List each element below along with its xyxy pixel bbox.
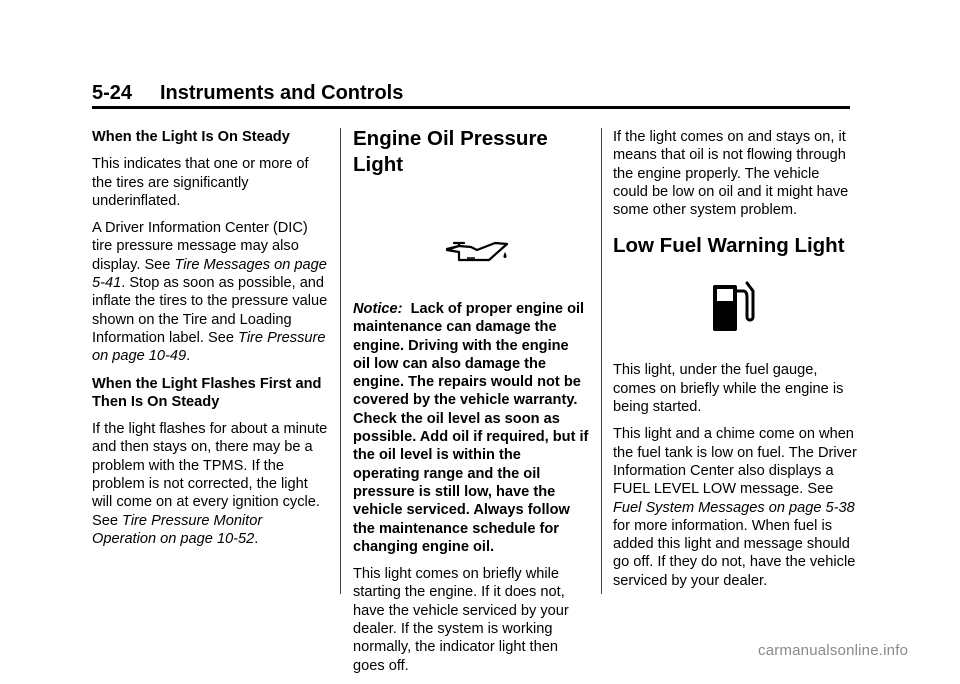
page-header — [92, 82, 850, 104]
text-run: . — [254, 530, 259, 547]
paragraph: This light, under the fuel gauge, comes on briefly while the engine is being started. — [613, 362, 844, 416]
text-run: for more information. When fuel is added this light and message should go off. If they do not, have the vehicle serviced by your dealer. — [613, 517, 856, 589]
text-run: If the light flashes for about a minute and then stays on, there may be a problem with the TPMS. If the problem is not corrected, the light will come on at every ignition cycle. See — [92, 421, 328, 529]
fuel-pump-icon — [711, 277, 759, 333]
heading-engine-oil-pressure: Engine Oil Pressure Light — [353, 127, 548, 176]
section-title: Instruments and Controls — [160, 82, 404, 104]
link-tire-messages[interactable]: Tire Messages on page 5-41 — [92, 256, 327, 292]
notice-text: Lack of proper engine oil maintenance can damage the engine. Driving with the engine oil low can also damage the engine. The repairs would not be covered by the vehicle warranty. Check the oil level as soon as possible. Add oil if required, but if the oil level is within the operating range and the oil pressure is still low, have the vehicle serviced. Always follow the maintenance schedule for changing engine oil. — [353, 301, 589, 555]
text-run: A Driver Information Center (DIC) tire pressure message may also display. See — [92, 220, 308, 273]
link-tpms-operation[interactable]: Tire Pressure Monitor Operation on page 10-52 — [92, 512, 263, 547]
paragraph — [92, 219, 328, 365]
header-rule — [92, 106, 850, 109]
paragraph — [92, 420, 328, 548]
notice-label: Notice: — [353, 301, 403, 317]
subheading-on-steady: When the Light Is On Steady — [92, 129, 290, 145]
paragraph: This indicates that one or more of the tires are significantly underinflated. — [92, 156, 309, 209]
watermark: carmanualsonline.info — [758, 642, 909, 659]
paragraph: If the light comes on and stays on, it means that oil is not flowing through the engine properly. The vehicle could be low on oil and it might have some other system problem. — [613, 129, 849, 219]
column-divider-2 — [601, 128, 602, 594]
subheading-flashes: When the Light Flashes First and Then Is On Steady — [92, 375, 322, 410]
notice-paragraph — [353, 300, 589, 556]
paragraph: This light comes on briefly while starting the engine. If it does not, have the vehicle serviced by your dealer. If the system is working normally, the indicator light then goes off. — [353, 566, 569, 674]
link-fuel-system-messages[interactable]: Fuel System Messages on page 5-38 — [613, 499, 855, 516]
heading-low-fuel: Low Fuel Warning Light — [613, 234, 845, 258]
text-run: . — [186, 348, 191, 365]
column-1 — [92, 128, 328, 557]
text-run: This light and a chime come on when the fuel tank is low on fuel. The Driver Information Center also displays a FUEL LEVEL LOW message. See — [613, 426, 857, 498]
oil-can-icon — [445, 240, 511, 274]
text-run: . Stop as soon as possible, and inflate the tires to the pressure value shown on the Tire and Loading Information label. See — [92, 275, 328, 346]
column-divider-1 — [340, 128, 341, 594]
link-tire-pressure[interactable]: Tire Pressure on page 10-49 — [92, 329, 326, 365]
column-3 — [613, 128, 857, 599]
column-2 — [353, 126, 589, 684]
page-number: 5-24 — [92, 82, 133, 104]
paragraph — [613, 425, 857, 590]
